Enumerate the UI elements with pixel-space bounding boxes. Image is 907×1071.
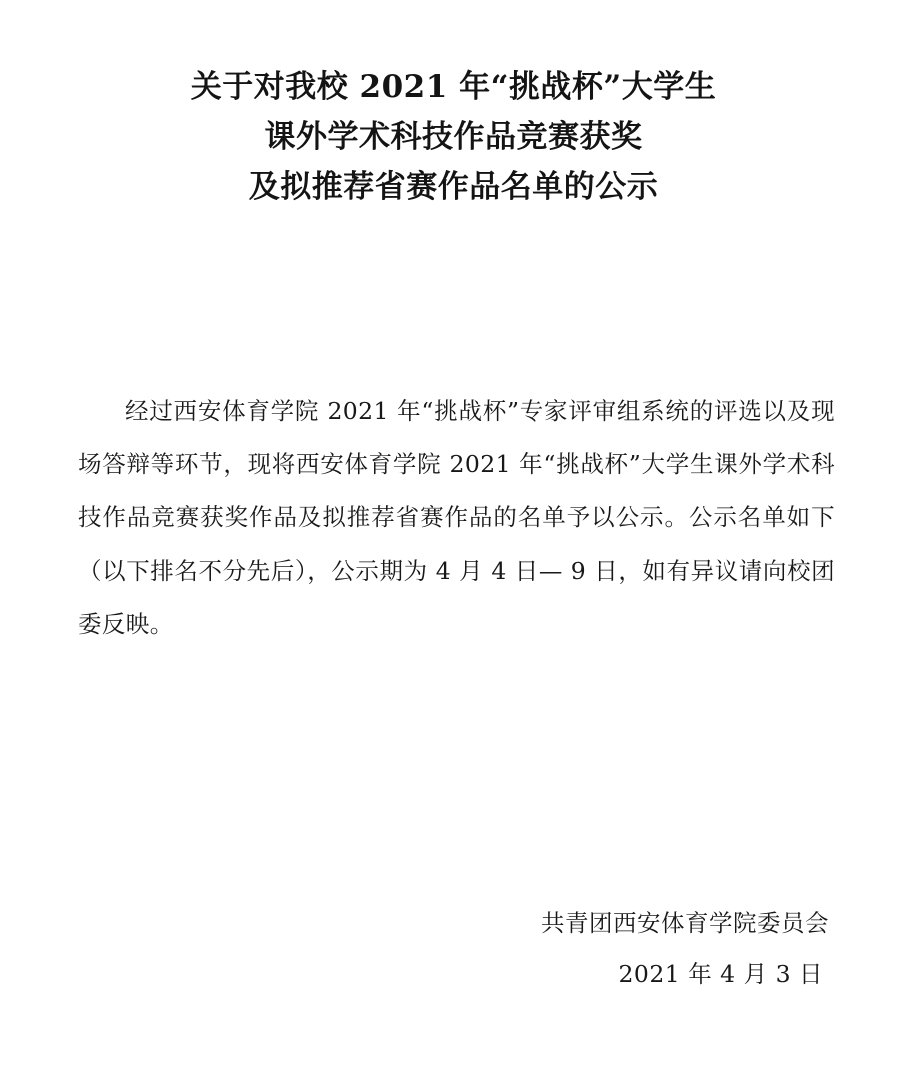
page-title (0, 0, 907, 213)
page-title-line-2: 课外学术科技作品竞赛获奖 (264, 119, 643, 156)
signature-organization: 共青团西安体育学院委员会 (541, 908, 829, 937)
page-title-line-1: 关于对我校 2021 年“挑战杯”大学生 (190, 69, 717, 105)
document-body (0, 213, 907, 652)
signature-block (541, 898, 829, 1001)
signature-date: 2021 年 4 月 3 日 (618, 960, 823, 989)
page-title-line-3: 及拟推荐省赛作品名单的公示 (248, 169, 659, 206)
body-paragraph: 经过西安体育学院 2021 年“挑战杯”专家评审组系统的评选以及现场答辩等环节，现将西安体育学院 2021 年“挑战杯”大学生课外学术科技作品竞赛获奖作品及拟推荐省赛作品的名单予以公示。公示名单如下（以下排名不分先后），公示期为 4 月 4 日— 9 日，如有异议请向校团委反映。 (78, 396, 835, 639)
